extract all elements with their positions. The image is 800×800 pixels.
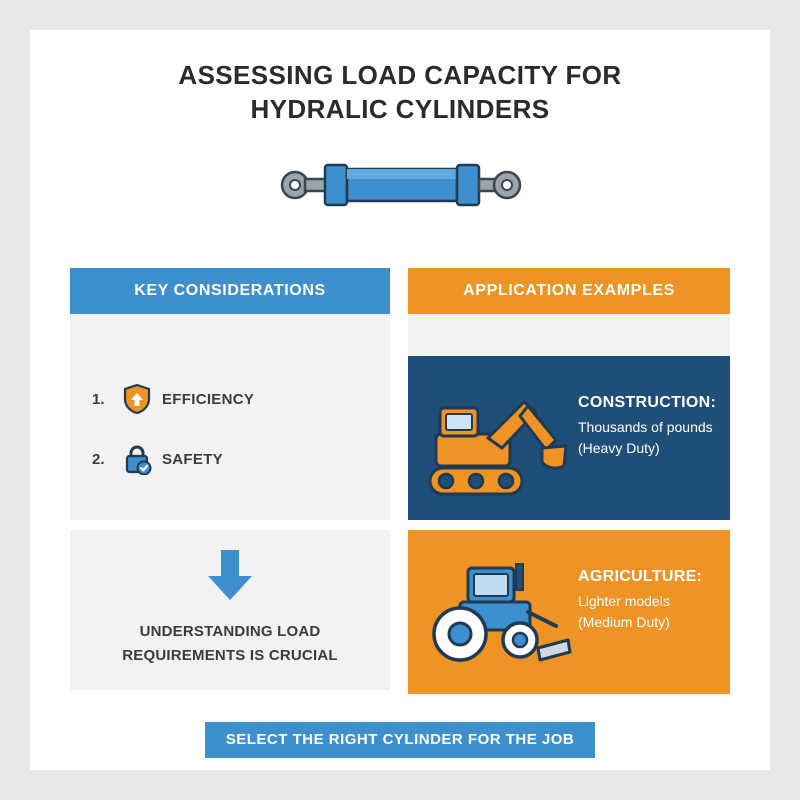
excavator-illustration	[416, 368, 576, 508]
list-item-label: SAFETY	[162, 450, 223, 468]
down-arrow-icon	[200, 546, 260, 606]
right-column-spacer	[408, 314, 730, 356]
list-item-number: 2.	[92, 450, 105, 468]
page-title-line-1: ASSESSING LOAD CAPACITY FOR	[178, 60, 622, 90]
infographic-card	[30, 30, 770, 770]
padlock-check-icon	[122, 443, 152, 475]
shield-up-arrow-icon	[122, 383, 152, 415]
understanding-load-caption	[90, 620, 370, 668]
agriculture-text-block	[578, 568, 728, 633]
construction-line-2: (Heavy Duty)	[578, 440, 660, 456]
list-item-label: EFFICIENCY	[162, 390, 255, 408]
agriculture-line-1: Lighter models	[578, 593, 670, 609]
caption-line-2: REQUIREMENTS IS CRUCIAL	[122, 647, 338, 664]
construction-line-1: Thousands of pounds	[578, 419, 713, 435]
list-item	[92, 380, 254, 418]
list-item	[92, 440, 223, 478]
caption-line-1: UNDERSTANDING LOAD	[139, 623, 321, 640]
column-header-key-considerations: KEY CONSIDERATIONS	[70, 268, 390, 314]
page-title-line-2: HYDRALIC CYLINDERS	[250, 94, 550, 124]
page-title	[90, 58, 710, 126]
tractor-illustration	[416, 542, 576, 682]
agriculture-line-2: (Medium Duty)	[578, 614, 670, 630]
key-considerations-panel	[70, 314, 390, 520]
footer-banner: SELECT THE RIGHT CYLINDER FOR THE JOB	[205, 722, 595, 758]
understanding-load-panel	[70, 530, 390, 690]
application-panel-construction	[408, 356, 730, 520]
agriculture-heading: AGRICULTURE:	[578, 568, 703, 585]
application-panel-agriculture	[408, 530, 730, 694]
hydraulic-cylinder-illustration	[275, 145, 525, 225]
construction-text-block	[578, 394, 728, 459]
column-header-application-examples: APPLICATION EXAMPLES	[408, 268, 730, 314]
construction-heading: CONSTRUCTION:	[578, 394, 717, 411]
list-item-number: 1.	[92, 390, 105, 408]
